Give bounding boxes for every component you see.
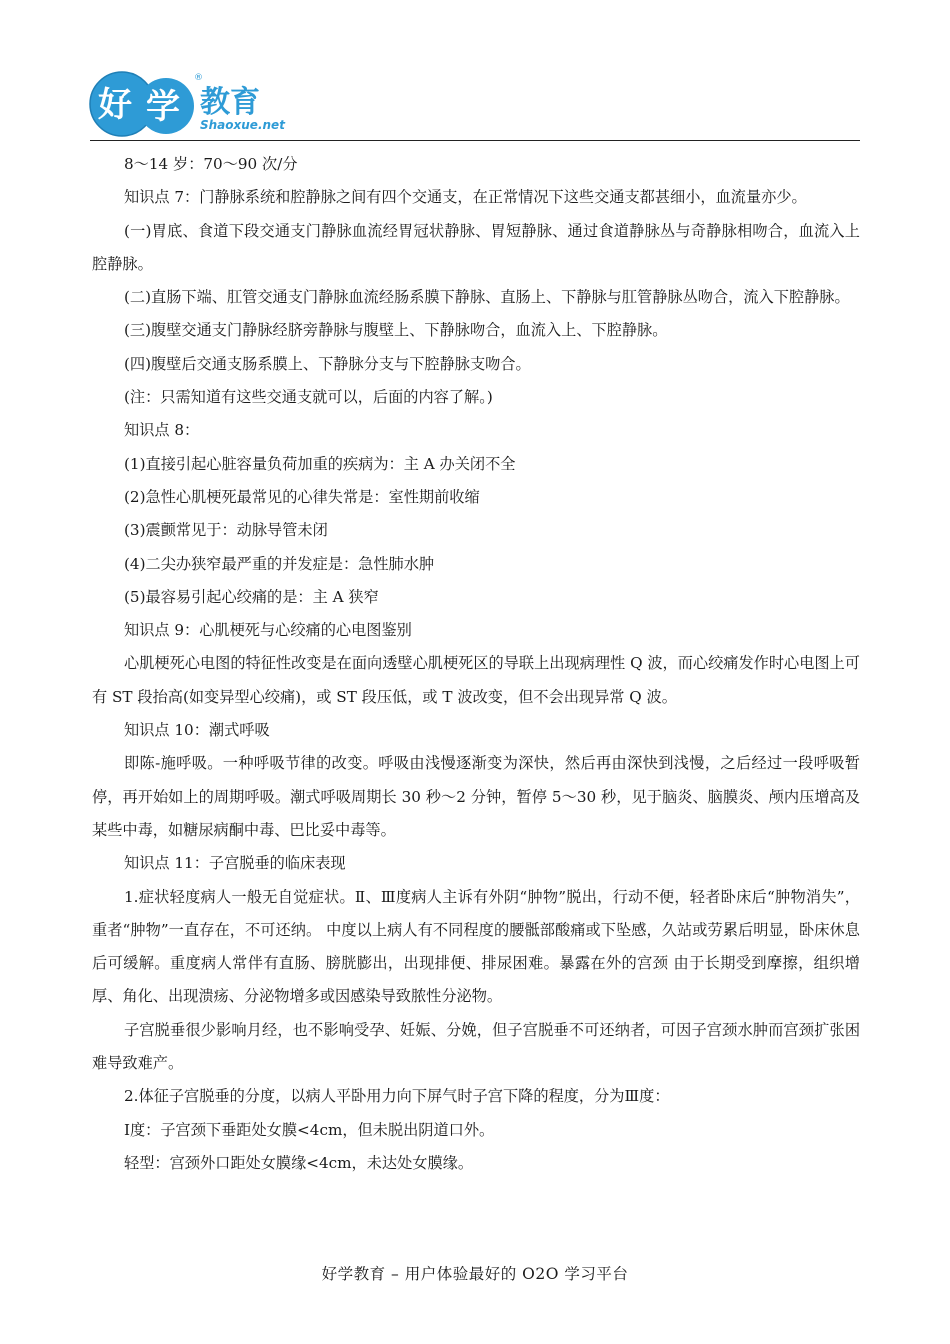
paragraph-note: (注：只需知道有这些交通支就可以，后面的内容了解。): [124, 388, 493, 407]
list-item-8-3: (3)震颤常见于：动脉导管未闭: [124, 521, 328, 540]
logo-mark-text: 好: [98, 85, 132, 125]
heading-point-10: 知识点 10：潮式呼吸: [124, 721, 270, 740]
paragraph-signs: 2.体征子宫脱垂的分度，以病人平卧用力向下屏气时子宫下降的程度，分为Ⅲ度：: [124, 1087, 670, 1106]
page-footer: 好学教育 – 用户体验最好的 O2O 学习平台: [321, 1265, 629, 1283]
shaoxue-logo: [86, 66, 306, 142]
heading-point-11: 知识点 11：子宫脱垂的临床表现: [124, 854, 346, 873]
logo-subtitle: Shaoxue.net: [200, 118, 285, 132]
paragraph-age-range: 8～14 岁：70～90 次/分: [124, 155, 298, 173]
list-item-8-1: (1)直接引起心脏容量负荷加重的疾病为：主 A 办关闭不全: [124, 454, 516, 473]
logo-graphic: [86, 66, 306, 142]
paragraph-pregnancy: 子宫脱垂很少影响月经，也不影响受孕、妊娠、分娩，但子宫脱垂不可还纳者，可因子宫颈水肿而宫颈扩张困难导致难产。: [92, 1020, 860, 1073]
document-body: [92, 148, 860, 1180]
paragraph-branch-2: (二)直肠下端、肛管交通支门静脉血流经肠系膜下静脉、直肠上、下静脉与肛管静脉丛吻合，流入下腔静脉。: [124, 288, 850, 307]
heading-point-8: 知识点 8：: [124, 421, 200, 440]
logo-title: 教育: [200, 85, 260, 120]
paragraph-branch-4: (四)腹壁后交通支肠系膜上、下静脉分支与下腔静脉支吻合。: [124, 354, 531, 373]
paragraph-degree-1: Ⅰ度：子宫颈下垂距处女膜<4cm，但未脱出阴道口外。: [124, 1120, 495, 1139]
list-item-8-4: (4)二尖办狭窄最严重的并发症是：急性肺水肿: [124, 554, 435, 573]
logo-registered-mark: ®: [194, 73, 203, 83]
paragraph-mild-type: 轻型：宫颈外口距处女膜缘<4cm，未达处女膜缘。: [124, 1153, 474, 1172]
heading-point-9: 知识点 9：心肌梗死与心绞痛的心电图鉴别: [124, 621, 412, 640]
header-rule: [90, 140, 860, 141]
paragraph-symptoms: 1.症状轻度病人一般无自觉症状。Ⅱ、Ⅲ度病人主诉有外阴“肿物”脱出，行动不便，轻者卧床后“肿物消失”，重者“肿物”一直存在，不可还纳。 中度以上病人有不同程度的腰骶部酸痛或下坠感，久站或劳累后明显，卧床休息后可缓解。重度病人常伴有直肠、膀胱膨出，出现排便、排尿困难。暴露在外的宫颈 由于长期受到摩擦，组织增厚、角化、出现溃疡、分泌物增多或因感染导致脓性分泌物。: [92, 887, 860, 1006]
logo-mark-text-2: 学: [146, 87, 180, 127]
paragraph-point-10: 即陈-施呼吸。一种呼吸节律的改变。呼吸由浅慢逐渐变为深快，然后再由深快到浅慢，之后经过一段呼吸暂停，再开始如上的周期呼吸。潮式呼吸周期长 30 秒～2 分钟，暂停 5～30 秒，见于脑炎、脑膜炎、颅内压增高及某些中毒，如糖尿病酮中毒、巴比妥中毒等。: [92, 754, 860, 839]
paragraph-branch-1: (一)胃底、食道下段交通支门静脉血流经胃冠状静脉、胃短静脉、通过食道静脉丛与奇静脉相吻合，血流入上腔静脉。: [92, 221, 860, 273]
paragraph-point-7: 知识点 7：门静脉系统和腔静脉之间有四个交通支，在正常情况下这些交通支都甚细小，血流量亦少。: [124, 188, 807, 207]
paragraph-branch-3: (三)腹壁交通支门静脉经脐旁静脉与腹壁上、下静脉吻合，血流入上、下腔静脉。: [124, 321, 668, 340]
list-item-8-5: (5)最容易引起心绞痛的是：主 A 狭窄: [124, 587, 379, 606]
list-item-8-2: (2)急性心肌梗死最常见的心律失常是：室性期前收缩: [124, 487, 480, 506]
paragraph-point-9: 心肌梗死心电图的特征性改变是在面向透壁心肌梗死区的导联上出现病理性 Q 波，而心绞痛发作时心电图上可有 ST 段抬高(如变异型心绞痛)，或 ST 段压低，或 T 波改变，但不会出现异常 Q 波。: [92, 654, 860, 706]
